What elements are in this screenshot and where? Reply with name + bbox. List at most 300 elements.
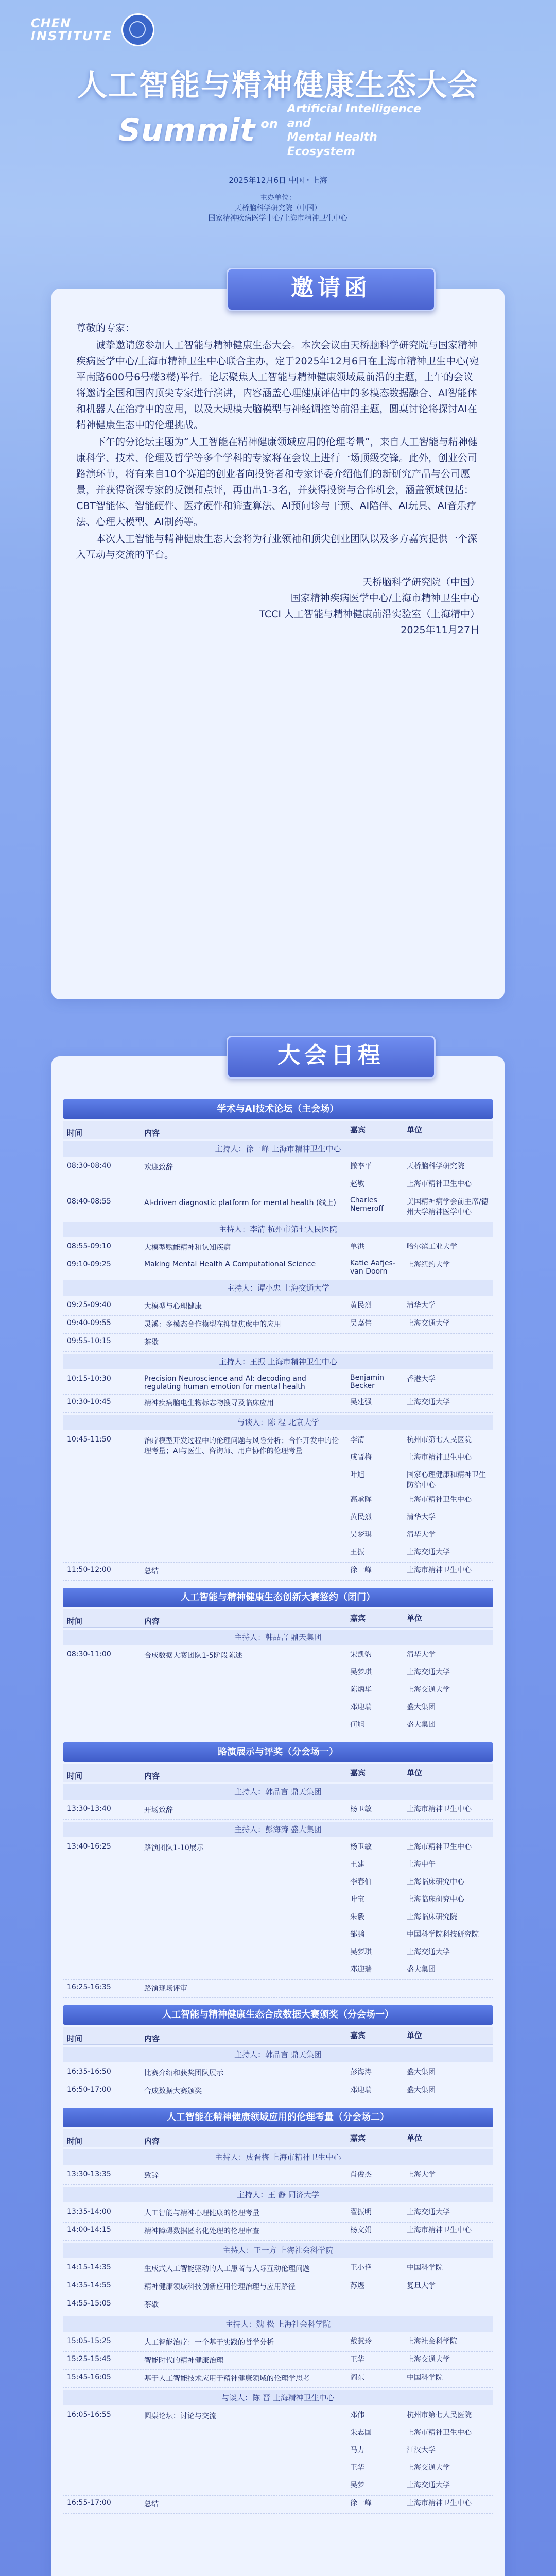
speaker	[346, 2496, 493, 2513]
speaker	[346, 2205, 493, 2222]
row-topic: 欢迎致辞	[144, 1163, 173, 1172]
row-topic: 比赛介绍和获奖团队展示	[144, 2069, 223, 2077]
speaker-org: 上海交通大学	[407, 1398, 450, 1406]
section-title: 人工智能在精神健康领域应用的伦理考量（分会场二）	[63, 2108, 493, 2127]
speaker-org: 上海临床研究中心	[407, 1878, 464, 1886]
speaker-org: 上海交通大学	[407, 1668, 450, 1676]
event-meta	[0, 175, 556, 224]
speaker-org: 上海交通大学	[407, 2464, 450, 2472]
column-header	[63, 1121, 493, 1139]
row-people	[346, 1316, 493, 1333]
speaker	[346, 1527, 493, 1545]
speaker	[346, 1927, 493, 1944]
col-org: 单位	[407, 1768, 423, 1777]
col-name: 嘉宾	[350, 2031, 366, 2040]
speaker	[346, 1839, 493, 1857]
hospital-seal-logo	[121, 13, 154, 46]
table-row	[63, 1371, 493, 1395]
speaker-org: 上海市精神卫生中心	[407, 2499, 472, 2507]
speaker-org: 美国精神病学会前主席/德州大学精神医学中心	[407, 1198, 489, 1216]
table-row	[63, 1239, 493, 1257]
session-chair: 主持人：韩品言 鼎天集团	[63, 1784, 493, 1800]
row-topic: 基于人工智能技术应用于精神健康领域的伦理学思考	[144, 2375, 310, 2383]
row-people	[346, 2296, 493, 2314]
table-row	[63, 1395, 493, 1413]
table-row	[63, 1802, 493, 1820]
row-people	[346, 2205, 493, 2222]
row-topic: 致辞	[144, 2172, 159, 2180]
table-row	[63, 1257, 493, 1278]
speaker	[346, 2082, 493, 2100]
col-people-head	[346, 2027, 493, 2044]
speaker-name: 陈炳华	[350, 1686, 372, 1694]
speaker-name: 吴梦	[350, 2481, 364, 2489]
row-topic: 圆桌论坛：讨论与交流	[144, 2412, 216, 2420]
chen-institute-logo: CHEN INSTITUTE	[31, 15, 113, 43]
session-chair: 主持人：王振 上海市精神卫生中心	[63, 1354, 493, 1369]
speaker	[346, 1647, 493, 1665]
col-name: 嘉宾	[350, 1768, 366, 1777]
session-chair: 主持人：成晋梅 上海市精神卫生中心	[63, 2149, 493, 2165]
speaker-org: 天桥脑科学研究院	[407, 1162, 464, 1171]
row-people	[346, 2082, 493, 2100]
row-topic: 开场致辞	[144, 1806, 173, 1815]
table-row	[63, 1980, 493, 1998]
speaker-name: 李春伯	[350, 1878, 372, 1886]
speaker-org: 上海交通大学	[407, 1319, 450, 1328]
speaker-name: 黄民烈	[350, 1301, 372, 1310]
speaker-org: 中国科学院	[407, 2264, 443, 2272]
speaker-name: 单洪	[350, 1243, 364, 1251]
row-people	[346, 1257, 493, 1278]
speaker-name: 叶旭	[350, 1471, 364, 1479]
agenda-ribbon: 大会日程	[227, 1036, 436, 1079]
row-time: 09:40-09:55	[67, 1319, 111, 1327]
row-people	[346, 2223, 493, 2240]
invitation-card	[51, 275, 505, 999]
col-people	[346, 2027, 493, 2044]
speaker	[346, 2425, 493, 2443]
speaker-org: 上海市精神卫生中心	[407, 1566, 472, 1574]
speaker-name: 吴梦琪	[350, 1668, 372, 1676]
row-people	[346, 1432, 493, 1562]
speaker-org: 哈尔滨工业大学	[407, 1243, 457, 1251]
column-header	[63, 1764, 493, 1782]
speaker-name: 李清	[350, 1436, 364, 1444]
table-row	[63, 1432, 493, 1563]
speaker-name: 邓迎瑞	[350, 1965, 372, 1974]
column-header	[63, 2129, 493, 2147]
col-time: 时间	[67, 2034, 83, 2043]
row-time: 08:30-11:00	[67, 1650, 111, 1658]
table-row	[63, 2496, 493, 2514]
speaker	[346, 2167, 493, 2184]
speaker-org: 上海纽约大学	[407, 1261, 450, 1269]
speaker	[346, 1665, 493, 1682]
speaker-org: 杭州市第七人民医院	[407, 1436, 472, 1444]
row-time: 10:15-10:30	[67, 1375, 111, 1383]
row-people	[346, 1647, 493, 1735]
speaker-name: Benjamin Becker	[350, 1374, 384, 1390]
session-chair: 主持人：徐一峰 上海市精神卫生中心	[63, 1141, 493, 1157]
speaker-name: 杨卫敏	[350, 1843, 372, 1851]
table-row	[63, 2064, 493, 2082]
row-people	[346, 2352, 493, 2369]
col-people-head	[346, 1609, 493, 1627]
col-time: 时间	[67, 2137, 83, 2146]
col-org: 单位	[407, 1614, 423, 1623]
speaker	[346, 1874, 493, 1892]
speaker	[346, 1944, 493, 1962]
speaker-org: 中国科学院科技研究院	[407, 1930, 479, 1939]
row-time: 08:55-09:10	[67, 1242, 111, 1250]
row-time: 08:30-08:40	[67, 1162, 111, 1170]
column-header	[63, 1609, 493, 1628]
speaker-name: 王建	[350, 1860, 364, 1869]
speaker	[346, 1857, 493, 1874]
table-row	[63, 2223, 493, 2241]
row-topic: 治疗模型开发过程中的伦理问题与风险分析；合作开发中的伦理考量；AI与医生、咨询师、用户协作的伦理考量	[144, 1437, 339, 1455]
speaker-name: 马力	[350, 2446, 364, 2454]
row-topic: 路演团队1-10展示	[144, 1844, 204, 1852]
speaker	[346, 2408, 493, 2425]
speaker-org: 上海市精神卫生中心	[407, 2429, 472, 2437]
speaker-name: 王振	[350, 1548, 364, 1556]
speaker-name: 王小艳	[350, 2264, 372, 2272]
speaker-org: 上海市精神卫生中心	[407, 1805, 472, 1814]
col-people	[346, 1121, 493, 1139]
speaker-name: 宋凯豹	[350, 1651, 372, 1659]
speaker	[346, 1467, 493, 1492]
row-topic: 茶歇	[144, 1338, 159, 1347]
row-time: 09:55-10:15	[67, 1337, 111, 1345]
page-title: 人工智能与精神健康生态大会	[77, 67, 479, 103]
col-topic: 内容	[144, 2034, 160, 2043]
speaker-name: 杨文娟	[350, 2226, 372, 2234]
speaker-name: 邹鹏	[350, 1930, 364, 1939]
table-row	[63, 2296, 493, 2314]
row-people	[346, 2408, 493, 2495]
row-topic: 路演现场评审	[144, 1985, 187, 1993]
speaker-org: 上海社会科学院	[407, 2337, 457, 2346]
speaker-name: 苏煜	[350, 2282, 364, 2290]
speaker-org: 香港大学	[407, 1375, 436, 1383]
session-chair: 主持人：王 静 同济大学	[63, 2187, 493, 2202]
row-people	[346, 1194, 493, 1219]
session-chair: 主持人：李清 杭州市第七人民医院	[63, 1222, 493, 1237]
speaker-name: 肖俊杰	[350, 2171, 372, 2179]
speaker-name: 邓伟	[350, 2411, 364, 2419]
speaker	[346, 1510, 493, 1527]
speaker-org: 清华大学	[407, 1513, 436, 1521]
speaker-name: 王华	[350, 2355, 364, 2364]
paragraph-3: 本次人工智能与精神健康生态大会将为行业领袖和顶尖创业团队以及多方嘉宾提供一个深入互动与交流的平台。	[76, 533, 478, 561]
row-time: 16:50-17:00	[67, 2086, 111, 2094]
speaker-org: 盛大集团	[407, 1965, 436, 1974]
session-chair: 主持人：王一方 上海社会科学院	[63, 2243, 493, 2258]
speaker-name: 吴嘉伟	[350, 1319, 372, 1328]
paragraph-1: 诚挚邀请您参加人工智能与精神健康生态大会。本次会议由天桥脑科学研究院与国家精神疾病医学中心/上海市精神卫生中心联合主办，定于2025年12月6日在上海市精神卫生中心(宛平南路600号6号楼3楼)举行。论坛聚焦人工智能与精神健康领域最前沿的主题，上午的会议将邀请全国和国内顶尖专家进行演讲，内容涵盖心理健康评估中的多模态数据融合、AI智能体和机器人在治疗中的应用，以及大规模大脑模型与神经调控等前沿主题，圆桌讨论将探讨AI在精神健康生态中的伦理挑战。	[76, 340, 479, 431]
row-topic: 总结	[144, 2500, 159, 2509]
row-time: 16:35-16:50	[67, 2067, 111, 2076]
col-topic: 内容	[144, 2137, 160, 2146]
speaker-org: 上海交通大学	[407, 2355, 450, 2364]
speaker	[346, 1545, 493, 1562]
row-people	[346, 1802, 493, 1819]
row-topic: Precision Neuroscience and AI: decoding and regulating human emotion for mental health	[144, 1375, 306, 1391]
row-topic: 大模型与心理健康	[144, 1302, 202, 1311]
invitation-body	[51, 289, 505, 659]
speaker-name: 朱毅	[350, 1913, 364, 1921]
greeting: 尊敬的专家：	[76, 323, 135, 334]
speaker	[346, 2064, 493, 2082]
speaker	[346, 2460, 493, 2478]
speaker-name: 翟振明	[350, 2208, 372, 2216]
row-topic: 精神疾病脑电生物标志物搜寻及临床应用	[144, 1399, 274, 1408]
speaker-org: 上海市精神卫生中心	[407, 1843, 472, 1851]
table-row	[63, 1194, 493, 1219]
col-org: 单位	[407, 2133, 423, 2143]
speaker-org: 上海市精神卫生中心	[407, 1453, 472, 1462]
speaker-name: 何旭	[350, 1721, 364, 1729]
table-row	[63, 2352, 493, 2370]
speaker	[346, 1257, 493, 1278]
col-name: 嘉宾	[350, 1614, 366, 1623]
table-row	[63, 2082, 493, 2100]
session-chair: 主持人：彭海涛 盛大集团	[63, 1822, 493, 1837]
session-chair: 主持人：谭小忠 上海交通大学	[63, 1280, 493, 1296]
speaker-name: 徐一峰	[350, 2499, 372, 2507]
speaker-name: 徐一峰	[350, 1566, 372, 1574]
row-topic: Making Mental Health A Computational Science	[144, 1260, 316, 1268]
speaker	[346, 1395, 493, 1412]
col-time: 时间	[67, 1128, 83, 1138]
agenda-table	[51, 1056, 505, 2514]
speaker-name: 吴梦琪	[350, 1948, 372, 1956]
col-people	[346, 1764, 493, 1782]
speaker	[346, 2260, 493, 2278]
speaker-name: 赵敏	[350, 1180, 364, 1188]
row-time: 15:25-15:45	[67, 2355, 111, 2363]
col-org: 单位	[407, 1125, 423, 1134]
speaker	[346, 1450, 493, 1467]
table-row	[63, 1647, 493, 1735]
speaker	[346, 1159, 493, 1176]
session-chair: 主持人：韩品言 鼎天集团	[63, 1630, 493, 1645]
speaker	[346, 2223, 493, 2240]
row-time: 11:50-12:00	[67, 1566, 111, 1574]
event-date: 2025年12月6日 中国・上海	[229, 176, 327, 185]
session-chair: 主持人：魏 松 上海社会科学院	[63, 2316, 493, 2332]
speaker-org: 盛大集团	[407, 2086, 436, 2094]
table-row	[63, 1316, 493, 1334]
table-row	[63, 2260, 493, 2278]
speaker-name: 杨卫敏	[350, 1805, 372, 1814]
session-chair: 主持人：韩品言 鼎天集团	[63, 2047, 493, 2062]
speaker-name: Katie Aafjes-van Doorn	[350, 1259, 395, 1276]
row-people	[346, 1980, 493, 1997]
row-people	[346, 1371, 493, 1394]
speaker-org: 上海交通大学	[407, 1686, 450, 1694]
row-time: 09:25-09:40	[67, 1301, 111, 1309]
col-topic: 内容	[144, 1617, 160, 1626]
row-time: 13:35-14:00	[67, 2208, 111, 2216]
subtitle-en: Summit on Artificial Intelligence and Mental Health Ecosystem	[118, 103, 421, 158]
row-time: 09:10-09:25	[67, 1260, 111, 1268]
speaker	[346, 2478, 493, 2495]
column-header	[63, 2027, 493, 2045]
row-topic: 灵溪：多模态合作模型在抑郁焦虑中的应用	[144, 1320, 281, 1329]
speaker-org: 上海临床研究院	[407, 1913, 457, 1921]
col-topic: 内容	[144, 1128, 160, 1138]
row-people	[346, 1563, 493, 1580]
speaker	[346, 1962, 493, 1979]
host-1: 天桥脑科学研究院（中国）	[235, 204, 321, 212]
row-time: 15:45-16:05	[67, 2373, 111, 2381]
host-label: 主办单位：	[260, 194, 296, 202]
host-2: 国家精神疾病医学中心/上海市精神卫生中心	[208, 214, 348, 223]
speaker-org: 上海交通大学	[407, 1948, 450, 1956]
row-time: 16:25-16:35	[67, 1983, 111, 1991]
session-chair: 与谈人：陈 程 北京大学	[63, 1415, 493, 1430]
col-people-head	[346, 2129, 493, 2147]
speaker-org: 盛大集团	[407, 2068, 436, 2076]
table-row	[63, 1159, 493, 1194]
row-time: 16:05-16:55	[67, 2411, 111, 2419]
row-topic: 精神健康领域科技创新应用伦理治理与应用路径	[144, 2283, 296, 2291]
speaker	[346, 2334, 493, 2351]
row-time: 13:30-13:35	[67, 2170, 111, 2178]
speaker	[346, 1563, 493, 1580]
row-people	[346, 2496, 493, 2513]
section-title: 学术与AI技术论坛（主会场）	[63, 1099, 493, 1119]
row-people	[346, 1395, 493, 1412]
row-people	[346, 2260, 493, 2278]
signature-block: 天桥脑科学研究院（中国） 国家精神疾病医学中心/上海市精神卫生中心 TCCI 人工智能与精神健康前沿实验室（上海精中） 2025年11月27日	[259, 577, 480, 636]
speaker	[346, 2443, 493, 2460]
speaker-org: 上海大学	[407, 2171, 436, 2179]
row-people	[346, 2370, 493, 2387]
paragraph-2: 下午的分论坛主题为“人工智能在精神健康领域应用的伦理考量”，来自人工智能与精神健康科学、技术、伦理及哲学等多个学科的专家将在会议上进行一场顶级交锋。此外，创业公司路演环节，将有来自10个赛道的创业者向投资者和专家评委介绍他们的新研究产品与公司愿景，并获得资深专家的反馈和点评，再由出1-3名，并获得投资与合作机会，涵盖领域包括：CBT智能体、智能硬件、医疗硬件和筛查算法、AI预问诊与干预、AI陪伴、AI玩具、AI音乐疗法、心理大模型、AI制药等。	[76, 436, 478, 528]
logo-group	[31, 13, 154, 46]
row-topic: 大模型赋能精神和认知疾病	[144, 1244, 231, 1252]
row-time: 10:30-10:45	[67, 1398, 111, 1406]
section-title: 路演展示与评奖（分会场一）	[63, 1742, 493, 1762]
speaker	[346, 1298, 493, 1315]
speaker-org: 上海中午	[407, 1860, 436, 1869]
table-row	[63, 1298, 493, 1316]
row-people	[346, 2064, 493, 2082]
col-people-head	[346, 1121, 493, 1139]
row-time: 14:35-14:55	[67, 2281, 111, 2290]
col-people	[346, 1609, 493, 1627]
row-people	[346, 1334, 493, 1351]
table-row	[63, 2370, 493, 2388]
speaker-org: 复旦大学	[407, 2282, 436, 2290]
speaker-name: 朱志国	[350, 2429, 372, 2437]
row-topic: 总结	[144, 1567, 159, 1575]
col-time: 时间	[67, 1617, 83, 1626]
row-topic: 茶歇	[144, 2301, 159, 2309]
col-time: 时间	[67, 1771, 83, 1781]
speaker	[346, 1194, 493, 1219]
table-row	[63, 2205, 493, 2223]
table-row	[63, 1334, 493, 1352]
speaker	[346, 1682, 493, 1700]
row-topic: 生成式人工智能驱动的人工患者与人际互动伦理问题	[144, 2265, 310, 2273]
col-people	[346, 2129, 493, 2147]
speaker-org: 国家心理健康和精神卫生防治中心	[407, 1471, 486, 1489]
speaker	[346, 2278, 493, 2296]
speaker-name: 叶宝	[350, 1895, 364, 1904]
hero-banner	[0, 0, 556, 237]
row-people	[346, 1298, 493, 1315]
col-name: 嘉宾	[350, 1125, 366, 1134]
row-time: 14:00-14:15	[67, 2226, 111, 2234]
row-topic: 精神障碍数据匿名化处理的伦理审查	[144, 2227, 259, 2235]
col-topic: 内容	[144, 1771, 160, 1781]
session-chair: 与谈人：陈 晋 上海精神卫生中心	[63, 2390, 493, 2405]
row-time: 14:55-15:05	[67, 2299, 111, 2308]
row-time: 10:45-11:50	[67, 1435, 111, 1444]
speaker-name: 黄民烈	[350, 1513, 372, 1521]
section-title: 人工智能与精神健康生态创新大赛签约（闭门）	[63, 1588, 493, 1607]
speaker	[346, 1176, 493, 1194]
speaker-org: 上海交通大学	[407, 2208, 450, 2216]
row-people	[346, 1839, 493, 1979]
agenda-card	[51, 1042, 505, 2576]
speaker-org: 上海交通大学	[407, 1548, 450, 1556]
speaker	[346, 1316, 493, 1333]
speaker	[346, 1909, 493, 1927]
speaker-org: 江汉大学	[407, 2446, 436, 2454]
speaker	[346, 2352, 493, 2369]
speaker-name: 邓迎瑞	[350, 1703, 372, 1711]
speaker-name: 撒李平	[350, 1162, 372, 1171]
speaker-org: 清华大学	[407, 1531, 436, 1539]
row-people	[346, 2167, 493, 2184]
speaker	[346, 1492, 493, 1510]
speaker-org: 上海市精神卫生中心	[407, 1496, 472, 1504]
speaker	[346, 1371, 493, 1392]
speaker-name: 阎东	[350, 2374, 364, 2382]
speaker	[346, 1717, 493, 1735]
table-row	[63, 2278, 493, 2296]
speaker-org: 盛大集团	[407, 1703, 436, 1711]
row-people	[346, 2334, 493, 2351]
col-org: 单位	[407, 2031, 423, 2040]
row-people	[346, 2278, 493, 2296]
table-row	[63, 1563, 493, 1581]
table-row	[63, 1839, 493, 1980]
speaker-name: Charles Nemeroff	[350, 1196, 384, 1213]
table-row	[63, 2334, 493, 2352]
speaker-name: 彭海涛	[350, 2068, 372, 2076]
row-topic: AI-driven diagnostic platform for mental health (线上)	[144, 1199, 336, 1207]
speaker-org: 上海交通大学	[407, 2481, 450, 2489]
table-row	[63, 2167, 493, 2185]
row-topic: 智能时代的精神健康治理	[144, 2357, 223, 2365]
row-people	[346, 1159, 493, 1194]
speaker-org: 清华大学	[407, 1301, 436, 1310]
speaker-name: 成晋梅	[350, 1453, 372, 1462]
speaker-name: 邓迎瑞	[350, 2086, 372, 2094]
speaker-org: 上海市精神卫生中心	[407, 2226, 472, 2234]
speaker	[346, 2370, 493, 2387]
row-people	[346, 1239, 493, 1257]
section-title: 人工智能与精神健康生态合成数据大赛颁奖（分会场一）	[63, 2005, 493, 2025]
speaker-name: 戴慧玲	[350, 2337, 372, 2346]
